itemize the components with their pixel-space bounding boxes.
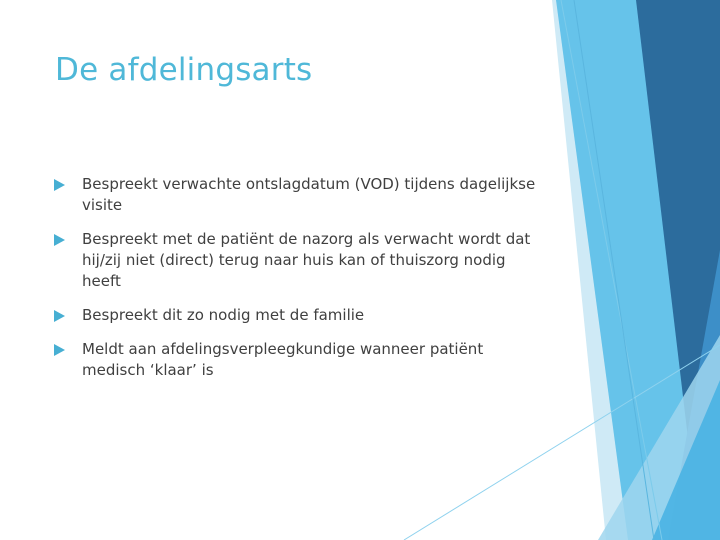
bullet-item [54,339,544,381]
triangle-bullet-icon [54,234,65,246]
bullet-item [54,305,544,326]
triangle-bullet-icon [54,310,65,322]
bullet-item [54,229,544,292]
slide-title: De afdelingsarts [55,52,313,88]
triangle-bullet-icon [54,179,65,191]
bullet-text: Meldt aan afdelingsverpleegkundige wanneer patiënt medisch ‘klaar’ is [82,340,484,379]
bullet-text: Bespreekt dit zo nodig met de familie [82,306,365,324]
bullet-text: Bespreekt verwachte ontslagdatum (VOD) tijdens dagelijkse visite [82,175,536,214]
triangle-bullet-icon [54,344,65,356]
bullet-item [54,174,544,216]
bullet-list [54,174,544,394]
bullet-text: Bespreekt met de patiënt de nazorg als verwacht wordt dat hij/zij niet (direct) terug naar huis kan of thuiszorg nodig heeft [82,230,531,290]
